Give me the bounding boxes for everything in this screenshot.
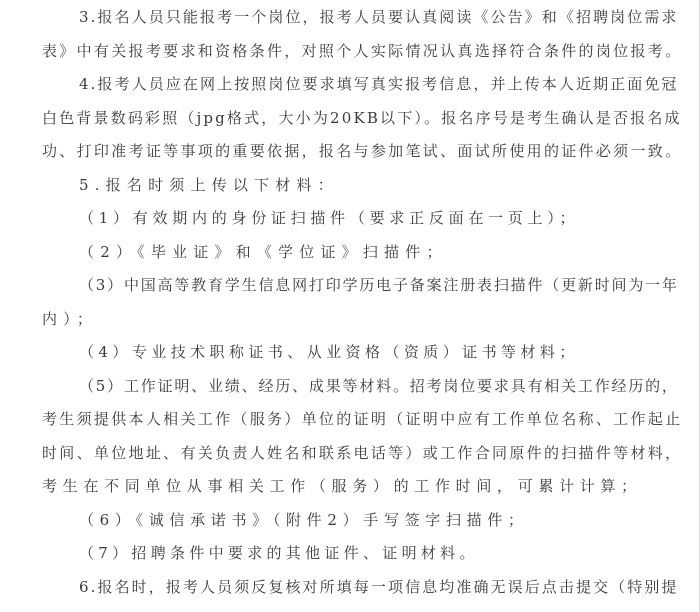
text-line: 考生在不同单位从事相关工作（服务）的工作时间，可累计计算； xyxy=(42,477,642,495)
text-line: 白色背景数码彩照（jpg格式，大小为20KB以下）。报名序号是考生确认是否报名成 xyxy=(42,108,682,127)
text-line: （6）《诚信承诺书》（附件2）手写签字扫描件； xyxy=(79,510,529,529)
text-line: （3）中国高等教育学生信息网打印学历电子备案注册表扫描件（更新时间为一年 xyxy=(79,276,679,294)
text-line: 4.报考人员应在网上按照岗位要求填写真实报考信息，并上传本人近期正面免冠 xyxy=(79,75,679,93)
text-line: 考生须提供本人相关工作（服务）单位的证明（证明中应有工作单位名称、工作起止 xyxy=(42,410,683,428)
text-line: （4）专业技术职称证书、从业资格（资质）证书等材料； xyxy=(79,343,579,361)
text-line: （2）《毕业证》和《学位证》扫描件； xyxy=(79,242,448,261)
text-line: 功、打印准考证等事项的重要依据，报名与参加笔试、面试所使用的证件必须一致。 xyxy=(42,142,683,160)
text-line: 6.报名时，报考人员须反复核对所填每一项信息均准确无误后点击提交（特别提 xyxy=(79,577,679,596)
text-line: 3.报名人员只能报考一个岗位，报考人员要认真阅读《公告》和《招聘岗位需求 xyxy=(79,8,679,26)
text-line: 时间、单位地址、有关负责人姓名和联系电话等）或工作合同原件的扫描件等材料， xyxy=(42,443,683,462)
text-line: 5.报名时须上传以下材料： xyxy=(79,175,339,194)
text-line: （5）工作证明、业绩、经历、成果等材料。招考岗位要求具有相关工作经历的， xyxy=(79,376,679,395)
text-line: 内）； xyxy=(42,309,99,328)
text-line: 表》中有关报考要求和资格条件，对照个人实际情况认真选择符合条件的岗位报考。 xyxy=(42,41,683,60)
text-line: （1）有效期内的身份证扫描件（要求正反面在一页上）； xyxy=(79,209,580,227)
text-line: （7）招聘条件中要求的其他证件、证明材料。 xyxy=(79,544,479,562)
